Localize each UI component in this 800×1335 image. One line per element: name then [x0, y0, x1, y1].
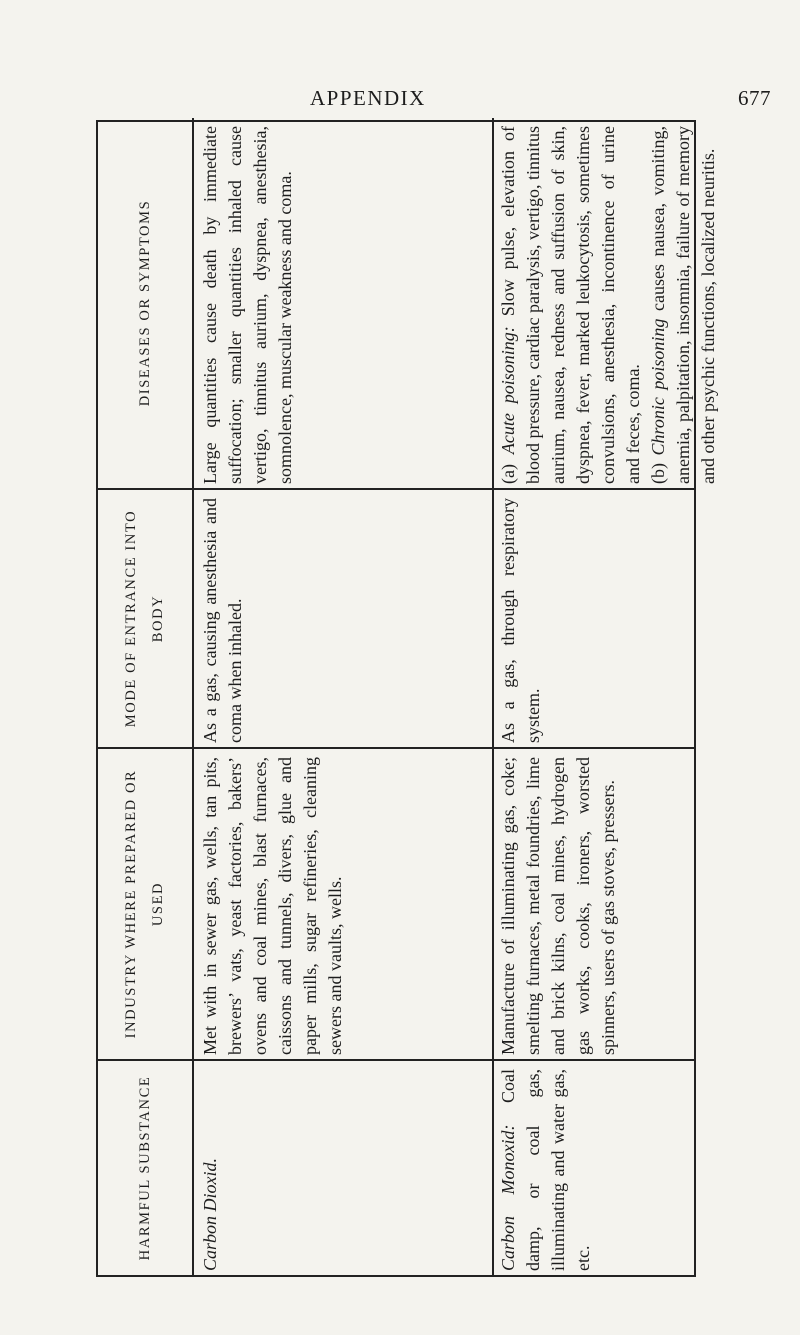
occupational-hazards-table — [96, 120, 718, 1277]
symptoms-acute-paragraph — [496, 126, 646, 484]
cell-symptoms-carbon-monoxid — [492, 118, 721, 488]
column-harmful-substance — [98, 1061, 694, 1275]
column-symptoms — [98, 118, 718, 490]
header-harmful-substance: HARMFUL SUBSTANCE — [98, 1061, 194, 1275]
symptoms-chronic-paragraph — [646, 126, 721, 484]
cell-industry-carbon-monoxid: Manufacture of illuminating gas, coke; smelting furnaces, metal foundries, lime and brick kilns, coal mines, hydrogen gas works, cooks, ironers, worsted spinners, users of gas stoves, pressers. — [492, 749, 621, 1059]
chronic-label: (b) — [648, 455, 668, 484]
substance-name: Carbon Monoxid: — [498, 1124, 518, 1271]
column-mode-of-entrance — [98, 490, 694, 749]
header-industry: INDUSTRY WHERE PREPARED OR USED — [98, 749, 194, 1059]
cell-mode-carbon-monoxid: As a gas, through respiratory system. — [492, 490, 546, 747]
header-symptoms: DISEASES OR SYMPTOMS — [98, 118, 194, 488]
acute-text: Slow pulse, elevation of blood pressure, cardiac paralysis, vertigo, tinnitus aurium, nausea, redness and suffusion of skin, dyspnea, fever, marked leukocytosis, sometimes convulsions, anesthesia, incontinence of urine and feces, coma. — [498, 126, 643, 484]
cell-substance-carbon-monoxid — [492, 1061, 596, 1275]
acute-heading: Acute poisoning: — [498, 326, 518, 455]
header-mode-of-entrance: MODE OF ENTRANCE INTO BODY — [98, 490, 194, 747]
column-industry — [98, 749, 694, 1061]
substance-name: Carbon Dioxid. — [200, 1157, 220, 1271]
cell-substance-carbon-dioxid — [194, 1061, 492, 1275]
cell-mode-carbon-dioxid: As a gas, causing anesthesia and coma when inhaled. — [200, 498, 245, 743]
chronic-heading: Chronic poisoning — [648, 318, 668, 456]
running-head: APPENDIX — [310, 86, 426, 110]
page-number: 677 — [738, 86, 771, 110]
substance-description: Coal damp, or coal gas, illuminating and water gas, etc. — [498, 1069, 593, 1271]
chronic-text: causes nausea, vomiting, anemia, palpitation, insomnia, failure of memory and other psychic functions, localized neuritis. — [648, 126, 718, 484]
cell-symptoms-carbon-dioxid: Large quantities cause death by immediate suffocation; smaller quantities inhaled cause vertigo, tinnitus aurium, dyspnea, anesthesia, somnolence, muscular weakness and coma. — [200, 126, 295, 484]
acute-label: (a) — [498, 454, 518, 484]
cell-industry-carbon-dioxid: Met with in sewer gas, wells, tan pits, brewers’ vats, yeast factories, bakers’ ovens and coal mines, blast furnaces, caissons and tunnels, divers, glue and paper mills, sugar refineries, cleaning sewers and vaults, wells. — [200, 757, 345, 1055]
